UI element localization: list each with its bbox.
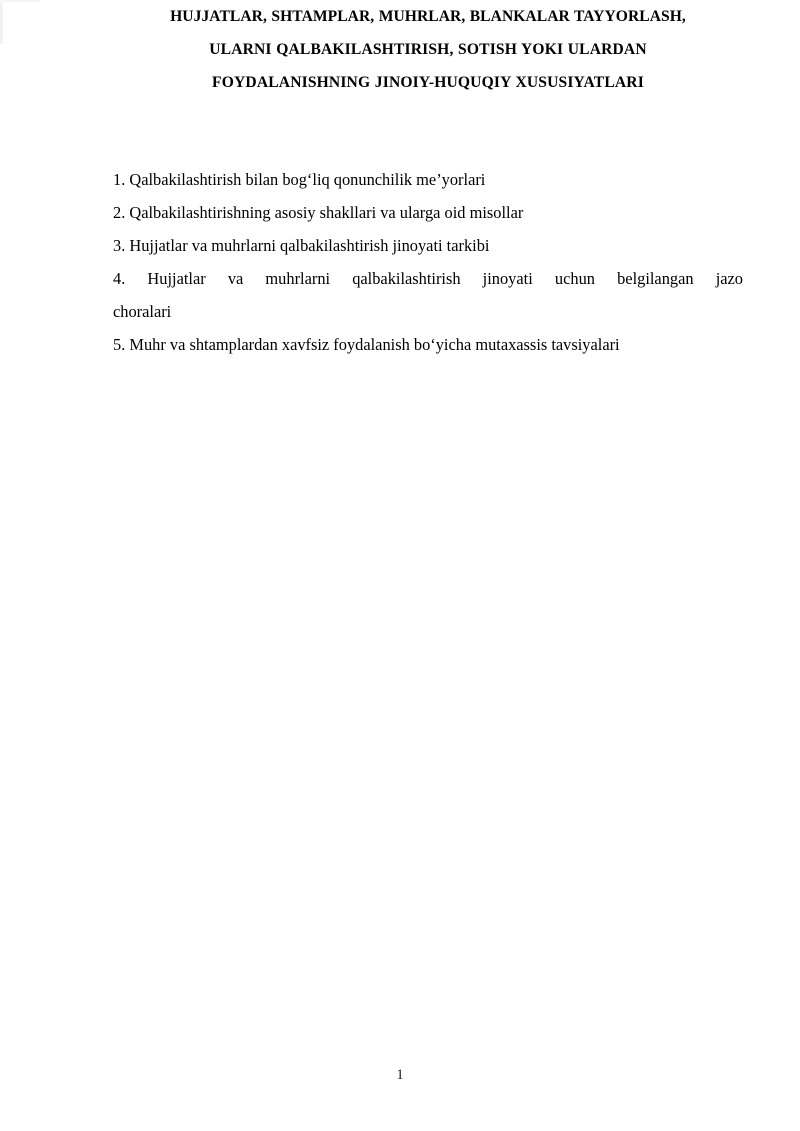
page-title-line-2: ULARNI QALBAKILASHTIRISH, SOTISH YOKI ULARDAN — [209, 41, 647, 58]
outline-item-3: 3. Hujjatlar va muhrlarni qalbakilashtirish jinoyati tarkibi — [113, 236, 490, 255]
page-title-line-3: FOYDALANISHNING JINOIY-HUQUQIY XUSUSIYATLARI — [212, 74, 644, 91]
page-title — [113, 0, 743, 99]
page-edge-artifact-left — [0, 0, 3, 44]
outline-item-1: 1. Qalbakilashtirish bilan bog‘liq qonunchilik me’yorlari — [113, 170, 486, 189]
outline-item-4-line-2: choralari — [113, 302, 172, 321]
outline-item-5: 5. Muhr va shtamplardan xavfsiz foydalanish bo‘yicha mutaxassis tavsiyalari — [113, 335, 620, 354]
page-title-line-1: HUJJATLAR, SHTAMPLAR, MUHRLAR, BLANKALAR TAYYORLASH, — [170, 8, 686, 25]
page-edge-artifact-top — [0, 0, 40, 2]
outline-item-4 — [113, 262, 743, 328]
title-list-spacer — [113, 99, 743, 163]
page-number: 1 — [396, 1067, 404, 1083]
page-content — [113, 0, 743, 361]
outline-item-2: 2. Qalbakilashtirishning asosiy shakllari va ularga oid misollar — [113, 203, 524, 222]
outline-list — [113, 163, 743, 361]
outline-item-4-line-1: 4. Hujjatlar va muhrlarni qalbakilashtirish jinoyati uchun belgilangan jazo — [113, 269, 743, 288]
